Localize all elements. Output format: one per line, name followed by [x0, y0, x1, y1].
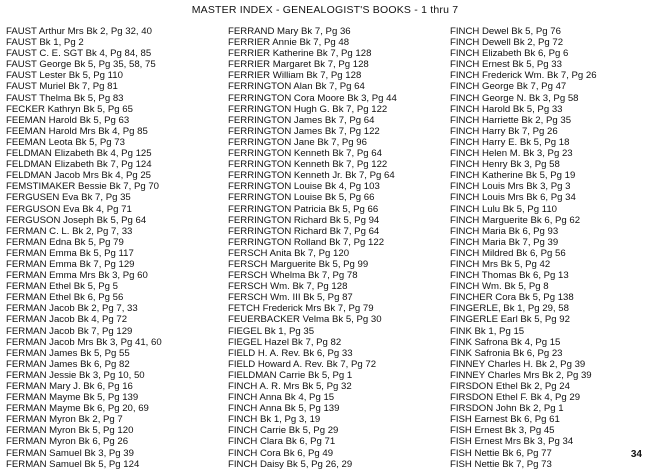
index-entry: FINCH George Bk 7, Pg 47 [450, 81, 567, 93]
index-entry: FERRINGTON Patricia Bk 5, Pg 66 [228, 203, 379, 215]
index-entry: FINCH Marguerite Bk 6, Pg 62 [450, 214, 581, 226]
index-entry: FINCH Harold Bk 5, Pg 33 [450, 103, 563, 115]
index-entry: FAUST Muriel Bk 7, Pg 81 [6, 81, 118, 93]
index-entry: FINCH Frederick Wm. Bk 7, Pg 26 [450, 70, 597, 82]
index-entry: FINCH Henry Bk 3, Pg 58 [450, 159, 560, 171]
index-entry: FERGUSEN Eva Bk 7, Pg 35 [6, 192, 131, 204]
index-entry: FINCH Mrs Bk 5, Pg 42 [450, 258, 551, 270]
index-entry: FINGERLE Earl Bk 5, Pg 92 [450, 314, 570, 326]
index-entry: FAUST Bk 1, Pg 2 [6, 37, 84, 49]
index-entry: FERMAN Mary J. Bk 6, Pg 16 [6, 381, 133, 392]
index-entry: FETCH Frederick Mrs Bk 7, Pg 79 [228, 303, 374, 315]
index-entry: FISH Nettie Bk 7, Pg 73 [450, 458, 552, 470]
index-entry: FERRINGTON Louise Bk 5, Pg 66 [228, 192, 375, 204]
index-entry: FERMAN Myron Bk 5, Pg 120 [6, 425, 134, 437]
index-entry: FERRINGTON Kenneth Bk 7, Pg 64 [228, 148, 382, 160]
index-entry: FERGUSON Joseph Bk 5, Pg 64 [6, 214, 147, 226]
index-entry: FERMAN Ethel Bk 5, Pg 5 [6, 281, 118, 293]
index-entry: FINCH Katherine Bk 5, Pg 19 [450, 170, 576, 182]
index-entry: FERMAN Mayme Bk 6, Pg 20, 69 [6, 403, 149, 415]
index-entry: FERRINGTON Kenneth Jr. Bk 7, Pg 64 [228, 170, 395, 182]
index-entry: FISH Nettie Bk 6, Pg 77 [450, 447, 552, 459]
index-entry: FINNEY Charles H. Bk 2, Pg 39 [450, 358, 586, 370]
index-entry: FINCH Mildred Bk 6, Pg 56 [450, 247, 566, 259]
index-entry: FERMAN Samuel Bk 3, Pg 39 [6, 447, 134, 459]
index-entry: FINCH Maria Bk 7, Pg 39 [450, 236, 559, 248]
index-entry: FERMAN Myron Bk 6, Pg 26 [6, 436, 129, 448]
index-entry: FINK Safrona Bk 4, Pg 15 [450, 336, 561, 348]
index-entry: FERMAN Jacob Bk 2, Pg 7, 33 [6, 303, 138, 315]
index-entry: FECKER Kathryn Bk 5, Pg 65 [6, 103, 133, 115]
index-entry: FERSCH Anita Bk 7, Pg 120 [228, 247, 350, 259]
index-entry: FINGERLE, Bk 1, Pg 29, 58 [450, 303, 569, 315]
index-entry: FINCH Cora Bk 6, Pg 49 [228, 447, 334, 459]
index-entry: FIELDMAN Carrie Bk 5, Pg 1 [228, 369, 353, 381]
index-entry: FINCH A. R. Mrs Bk 5, Pg 32 [228, 381, 352, 392]
index-entry: FERSCH Wm. Bk 7, Pg 128 [228, 281, 348, 293]
index-entry: FINCH Bk 1, Pg 3, 19 [228, 414, 321, 426]
index-entry: FEMSTIMAKER Bessie Bk 7, Pg 70 [6, 181, 160, 193]
index-entry: FEEMAN Leota Bk 5, Pg 73 [6, 136, 125, 148]
index-entry: FINCH Daisy Bk 5, Pg 26, 29 [228, 458, 353, 470]
index-entry: FERMAN Emma Mrs Bk 3, Pg 60 [6, 270, 148, 282]
index-entry: FAUST C. E. SGT Bk 4, Pg 84, 85 [6, 48, 152, 60]
index-entry: FERGUSON Eva Bk 4, Pg 71 [6, 203, 132, 215]
index-column-2 [228, 26, 443, 470]
index-entry: FINNEY Charles Mrs Bk 2, Pg 39 [450, 369, 592, 381]
index-entry: FERMAN C. L. Bk 2, Pg 7, 33 [6, 225, 133, 237]
page-title: MASTER INDEX - GENEALOGIST'S BOOKS - 1 thru 7 [191, 4, 459, 16]
index-entry: FINCH Anna Bk 4, Pg 15 [228, 392, 335, 404]
index-entry: FERSCH Wm. III Bk 5, Pg 87 [228, 292, 353, 304]
index-entry: FERMAN Samuel Bk 5, Pg 124 [6, 458, 140, 470]
index-entry: FIELD H. A. Rev. Bk 6, Pg 33 [228, 347, 353, 359]
index-entry: FERRINGTON Cora Moore Bk 3, Pg 44 [228, 92, 397, 104]
index-entry: FERSCH Whelma Bk 7, Pg 78 [228, 270, 358, 282]
index-entry: FINCH Dewel Bk 5, Pg 76 [450, 26, 561, 37]
index-entry: FIRSDON Ethel F. Bk 4, Pg 29 [450, 392, 581, 404]
index-entry: FERRINGTON Jane Bk 7, Pg 96 [228, 136, 367, 148]
index-entry: FINK Safronia Bk 6, Pg 23 [450, 347, 563, 359]
index-entry: FISH Earnest Bk 6, Pg 61 [450, 414, 560, 426]
index-entry: FINCH Maria Bk 6, Pg 93 [450, 225, 559, 237]
index-entry: FINCH Louis Mrs Bk 3, Pg 3 [450, 181, 571, 193]
index-entry: FINCH Lulu Bk 5, Pg 110 [450, 203, 558, 215]
index-entry: FERRINGTON Richard Bk 5, Pg 94 [228, 214, 380, 226]
index-entry: FEEMAN Harold Mrs Bk 4, Pg 85 [6, 125, 148, 137]
index-entry: FERRINGTON Hugh G. Bk 7, Pg 122 [228, 103, 388, 115]
index-entry: FERRINGTON Rolland Bk 7, Pg 122 [228, 236, 385, 248]
index-entry: FERRINGTON Louise Bk 4, Pg 103 [228, 181, 380, 193]
index-entry: FERMAN Jacob Bk 4, Pg 72 [6, 314, 128, 326]
index-entry: FERMAN Jacob Mrs Bk 3, Pg 41, 60 [6, 336, 162, 348]
index-entry: FERMAN Myron Bk 2, Pg 7 [6, 414, 123, 426]
index-entry: FINCH Wm. Bk 5, Pg 8 [450, 281, 549, 293]
index-entry: FAUST Lester Bk 5, Pg 110 [6, 70, 123, 82]
index-entry: FINCH Harry E. Bk 5, Pg 18 [450, 136, 570, 148]
index-entry: FERRIER William Bk 7, Pg 128 [228, 70, 362, 82]
index-entry: FERSCH Marguerite Bk 5, Pg 99 [228, 258, 369, 270]
page-number: 34 [630, 449, 642, 460]
index-entry: FIEGEL Bk 1, Pg 35 [228, 325, 315, 337]
index-entry: FINCH Helen M. Bk 3, Pg 23 [450, 148, 573, 160]
index-entry: FERRIER Katherine Bk 7, Pg 128 [228, 48, 372, 60]
index-entry: FINCH Harriette Bk 2, Pg 35 [450, 114, 572, 126]
index-entry: FELDMAN Elizabeth Bk 4, Pg 125 [6, 148, 152, 160]
index-entry: FERMAN Ethel Bk 6, Pg 56 [6, 292, 124, 304]
index-entry: FERMAN Emma Bk 5, Pg 117 [6, 247, 134, 259]
index-entry: FAUST George Bk 5, Pg 35, 58, 75 [6, 59, 156, 71]
index-column-1 [6, 26, 221, 470]
index-entry: FISH Ernest Mrs Bk 3, Pg 34 [450, 436, 574, 448]
index-entry: FINCH Carrie Bk 5, Pg 29 [228, 425, 339, 437]
index-entry: FINCHER Cora Bk 5, Pg 138 [450, 292, 574, 304]
index-entry: FERMAN Emma Bk 7, Pg 129 [6, 258, 135, 270]
index-entry: FIRSDON John Bk 2, Pg 1 [450, 403, 564, 415]
index-entry: FISH Ernest Bk 3, Pg 45 [450, 425, 555, 437]
index-entry: FERRINGTON James Bk 7, Pg 122 [228, 125, 380, 137]
index-entry: FERRINGTON Alan Bk 7, Pg 64 [228, 81, 365, 93]
index-entry: FERRIER Annie Bk 7, Pg 48 [228, 37, 350, 49]
index-entry: FINCH George N. Bk 3, Pg 58 [450, 92, 579, 104]
index-entry: FERRINGTON Kenneth Bk 7, Pg 122 [228, 159, 388, 171]
index-entry: FERMAN Mayme Bk 5, Pg 139 [6, 392, 139, 404]
index-entry: FINCH Harry Bk 7, Pg 26 [450, 125, 558, 137]
index-entry: FAUST Arthur Mrs Bk 2, Pg 32, 40 [6, 26, 152, 37]
index-entry: FERRIER Margaret Bk 7, Pg 128 [228, 59, 369, 71]
index-entry: FINCH Clara Bk 6, Pg 71 [228, 436, 336, 448]
index-entry: FERMAN Jacob Bk 7, Pg 129 [6, 325, 133, 337]
index-entry: FINCH Ernest Bk 5, Pg 33 [450, 59, 562, 71]
index-column-3 [450, 26, 646, 470]
index-entry: FIELD Howard A. Rev. Bk 7, Pg 72 [228, 358, 377, 370]
index-entry: FERRINGTON James Bk 7, Pg 64 [228, 114, 375, 126]
index-entry: FERRINGTON Richard Bk 7, Pg 64 [228, 225, 380, 237]
index-entry: FIRSDON Ethel Bk 2, Pg 24 [450, 381, 570, 392]
index-entry: FINCH Thomas Bk 6, Pg 13 [450, 270, 569, 282]
index-entry: FINCH Anna Bk 5, Pg 139 [228, 403, 340, 415]
index-entry: FIEGEL Hazel Bk 7, Pg 82 [228, 336, 342, 348]
index-entry: FELDMAN Jacob Mrs Bk 4, Pg 25 [6, 170, 152, 182]
index-entry: FINCH Louis Mrs Bk 6, Pg 34 [450, 192, 576, 204]
index-entry: FINCH Dewell Bk 2, Pg 72 [450, 37, 564, 49]
index-entry: FERMAN Edna Bk 5, Pg 79 [6, 236, 124, 248]
index-entry: FERMAN James Bk 5, Pg 55 [6, 347, 130, 359]
index-entry: FEEMAN Harold Bk 5, Pg 63 [6, 114, 130, 126]
index-entry: FINK Bk 1, Pg 15 [450, 325, 525, 337]
index-entry: FELDMAN Elizabeth Bk 7, Pg 124 [6, 159, 152, 171]
index-entry: FINCH Elizabeth Bk 6, Pg 6 [450, 48, 569, 60]
index-entry: FERRAND Mary Bk 7, Pg 36 [228, 26, 351, 37]
index-entry: FERMAN James Bk 6, Pg 82 [6, 358, 130, 370]
index-entry: FEUERBACKER Velma Bk 5, Pg 30 [228, 314, 382, 326]
index-entry: FAUST Thelma Bk 5, Pg 83 [6, 92, 124, 104]
index-entry: FERMAN Jessie Bk 3, Pg 10, 50 [6, 369, 145, 381]
